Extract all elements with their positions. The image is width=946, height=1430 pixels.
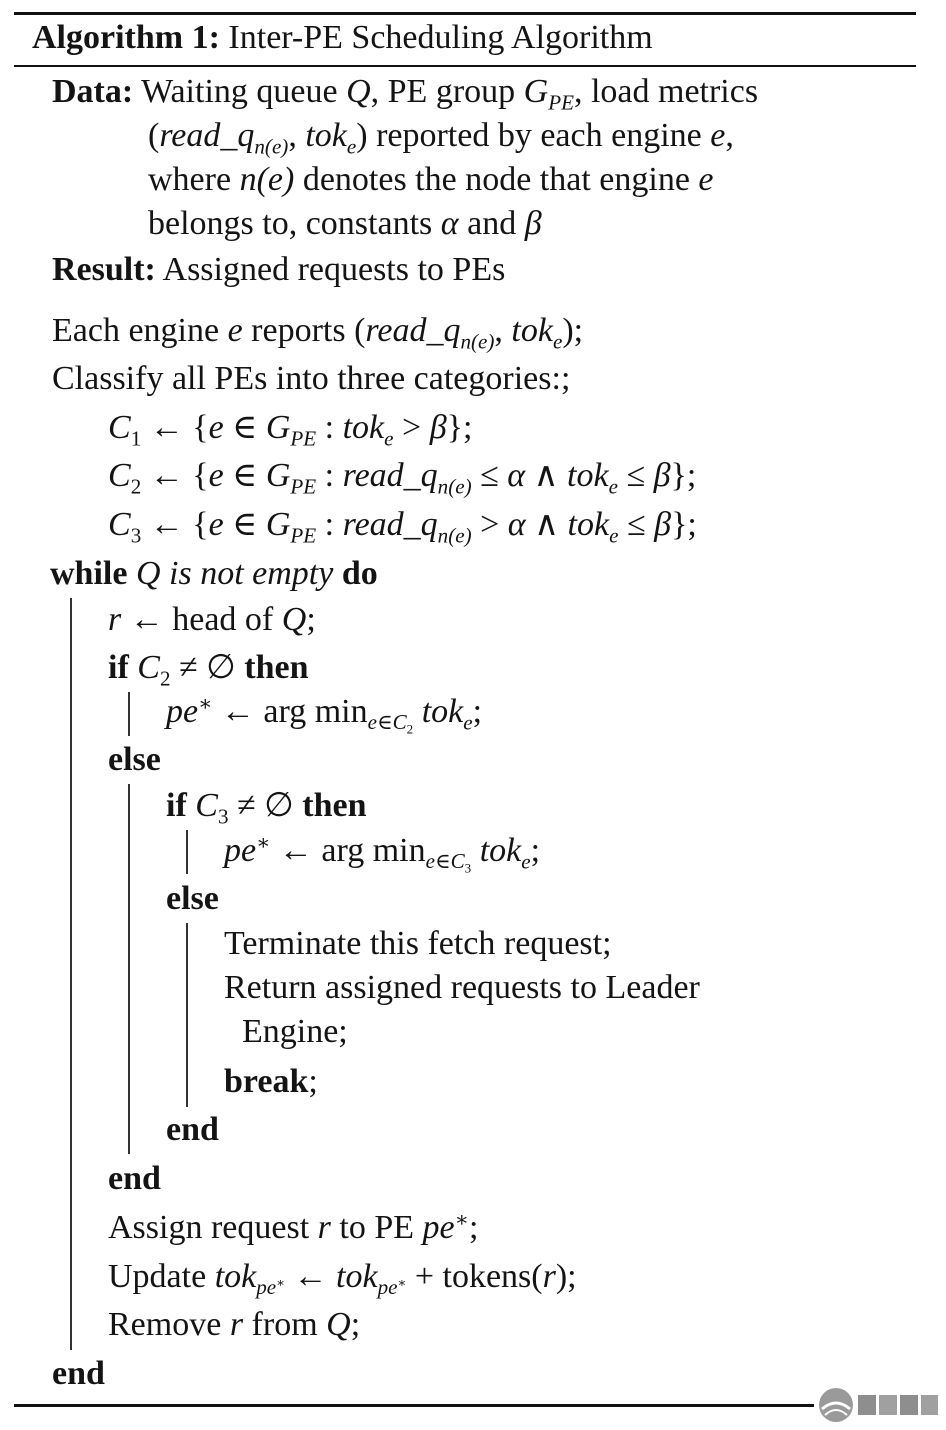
math-beta: β [429, 409, 447, 446]
terminate-line: Terminate this fetch request; [224, 925, 612, 962]
math-Q: Q [346, 73, 371, 110]
math-beta: β [653, 457, 671, 494]
algorithm-caption [32, 16, 653, 60]
else-scope-bar [128, 784, 130, 1154]
text: and [458, 205, 525, 242]
math-tok: tok [413, 693, 464, 730]
return-line-1: Return assigned requests to Leader [224, 969, 700, 1006]
text: ← [285, 1258, 337, 1295]
math-e: e [227, 312, 243, 349]
math-C: C [108, 457, 131, 494]
classify-line: Classify all PEs into three categories:; [52, 360, 571, 397]
report-line [52, 311, 584, 354]
break-line [224, 1062, 318, 1102]
math-C: C [108, 409, 131, 446]
text: belongs to, constants [148, 205, 441, 242]
break-keyword: break [224, 1063, 309, 1100]
text: ∈ [223, 457, 266, 494]
math-r: r [108, 601, 122, 638]
math-alpha: α [440, 205, 459, 242]
text: ← arg min [212, 693, 368, 730]
end-keyword: end [52, 1355, 105, 1392]
math-sub: e [552, 329, 563, 354]
math-sub: e [346, 134, 357, 159]
text: ) [356, 117, 368, 154]
math-sub [367, 710, 414, 737]
math-sub: 2 [406, 721, 414, 737]
end-while-line [52, 1354, 105, 1394]
math-Q: Q [326, 1306, 351, 1343]
math-sub: e [608, 474, 618, 499]
result-keyword: Result: [52, 251, 156, 288]
math-sub: PE [548, 90, 574, 115]
text: reports ( [242, 312, 366, 349]
while-line [50, 554, 378, 594]
else-keyword: else [108, 741, 161, 778]
text: ∧ [525, 506, 568, 543]
math-tok: tok [511, 312, 553, 349]
math-e: e [698, 161, 714, 198]
bottom-rule [14, 1404, 814, 1407]
math-G: G [265, 506, 291, 543]
math-sub: 2 [159, 666, 171, 691]
text: ; [472, 693, 483, 730]
end-keyword: end [166, 1111, 219, 1148]
text: + tokens( [406, 1258, 543, 1295]
text: ( [148, 117, 160, 154]
math-read-q: read_q [342, 457, 438, 494]
text: Each engine [52, 312, 228, 349]
math-beta: β [524, 205, 542, 242]
math-tok: tok [336, 1258, 378, 1295]
r-assign-line [108, 600, 316, 640]
text: }; [670, 457, 697, 494]
text: ); [562, 312, 584, 349]
then-keyword: then [244, 649, 309, 686]
text: ; [468, 1209, 479, 1246]
text: denotes the node that engine [294, 161, 699, 198]
update-line [108, 1257, 577, 1300]
math-beta: β [654, 506, 672, 543]
if-keyword: if [166, 787, 187, 824]
text: ← arg min [270, 832, 426, 869]
math-n-e: n(e) [239, 161, 295, 198]
text: : [316, 409, 343, 446]
text: ≤ [618, 506, 655, 543]
do-keyword: do [341, 555, 378, 592]
math-sub: 1 [130, 426, 142, 451]
math-tok: tok [567, 457, 609, 494]
else-line [108, 740, 161, 780]
math-Q: Q [127, 555, 161, 592]
math-sub: 3 [130, 523, 142, 548]
data-line-3 [148, 160, 714, 200]
math-tok: tok [214, 1258, 257, 1295]
math-sub: 2 [130, 474, 142, 499]
math-tok: tok [342, 409, 385, 446]
text: e∈C [367, 710, 407, 735]
math-e: e [208, 409, 224, 446]
result-text: Assigned requests to PEs [162, 251, 506, 288]
math-G: G [523, 73, 549, 110]
text: ; [530, 832, 541, 869]
algorithm-title: Inter-PE Scheduling Algorithm [228, 19, 653, 56]
math-r: r [542, 1258, 556, 1295]
remove-line [108, 1305, 360, 1345]
math-read-q: read_q [365, 312, 461, 349]
algorithm-label: Algorithm 1: [32, 19, 220, 56]
text: ← { [141, 457, 209, 494]
math-r: r [229, 1306, 244, 1343]
text: , PE group [370, 73, 524, 110]
text: where [148, 161, 240, 198]
math-alpha: α [507, 457, 526, 494]
text: ← head of [121, 601, 282, 638]
text: from [243, 1306, 327, 1343]
math-sub [256, 1275, 285, 1299]
math-pe: pe [422, 1209, 455, 1246]
math-C: C [108, 506, 131, 543]
text: Update [108, 1258, 215, 1295]
end-if-line [108, 1159, 161, 1199]
math-sub: e [463, 710, 473, 735]
math-sub [425, 849, 472, 876]
math-sup: ∗ [256, 830, 271, 855]
text: : [316, 457, 343, 494]
if-c2-scope-bar [128, 692, 130, 736]
math-r: r [317, 1209, 331, 1246]
math-sup: ∗ [397, 1275, 407, 1291]
text: , [725, 117, 734, 154]
math-read-q: read_q [159, 117, 255, 154]
math-read-q: read_q [342, 506, 438, 543]
then-keyword: then [302, 787, 367, 824]
text: ← { [141, 409, 209, 446]
math-sub: PE [290, 474, 317, 499]
pe-assign-c2-line [166, 691, 483, 737]
text: Remove [108, 1306, 230, 1343]
top-rule [14, 12, 916, 15]
while-keyword: while [50, 555, 128, 592]
math-pe: pe [166, 693, 199, 730]
math-G: G [265, 409, 291, 446]
inner-else-line [166, 879, 219, 919]
text: ∈ [223, 506, 266, 543]
text: ≤ [617, 457, 654, 494]
math-sub: n(e) [437, 474, 472, 499]
math-tok: tok [471, 832, 522, 869]
text: ∈ [223, 409, 266, 446]
caption-rule [14, 65, 916, 67]
math-sup: ∗ [454, 1207, 469, 1232]
math-sub: n(e) [460, 329, 495, 354]
if-c3-scope-bar [186, 830, 188, 874]
text: }; [446, 409, 473, 446]
text: e∈C [425, 849, 465, 874]
text: ∧ [525, 457, 568, 494]
math-sub: n(e) [437, 523, 472, 548]
math-sup: ∗ [276, 1275, 286, 1291]
math-sub: 3 [217, 804, 229, 829]
data-keyword: Data: [52, 73, 134, 110]
while-scope-bar [70, 598, 72, 1350]
if-c2-line [108, 648, 309, 691]
text: ; [308, 1063, 318, 1100]
text: }; [671, 506, 697, 543]
return-line-2: Engine; [242, 1013, 348, 1050]
if-c3-line [166, 786, 367, 829]
math-sub: e [384, 426, 394, 451]
text: > [393, 409, 430, 446]
end-inner-line [166, 1110, 219, 1150]
text: , [288, 117, 306, 154]
end-keyword: end [108, 1160, 161, 1197]
text: to PE [330, 1209, 423, 1246]
result-line [52, 250, 505, 290]
math-tok: tok [305, 117, 347, 154]
text: , load metrics [573, 73, 759, 110]
assign-line [108, 1208, 478, 1248]
watermark-logo-icon [816, 1385, 940, 1425]
math-Q: Q [281, 601, 307, 638]
text: > [471, 506, 508, 543]
c2-definition [108, 456, 697, 499]
math-C: C [186, 787, 218, 824]
math-sub [378, 1275, 407, 1299]
c3-definition [108, 505, 697, 548]
text: , [494, 312, 512, 349]
math-sub: n(e) [254, 134, 289, 159]
math-G: G [265, 457, 291, 494]
pe-assign-c3-line [224, 830, 541, 876]
math-e: e [208, 506, 224, 543]
text: reported by each engine [367, 117, 711, 154]
text: pe [256, 1275, 277, 1300]
while-condition: is not empty [160, 555, 342, 592]
text: Assign request [108, 1209, 318, 1246]
math-sup: ∗ [198, 691, 213, 716]
text: ; [306, 601, 316, 638]
data-line-2 [148, 116, 734, 159]
math-sub: PE [290, 426, 317, 451]
text: ; [350, 1306, 361, 1343]
math-tok: tok [567, 506, 610, 543]
text: ≤ [471, 457, 508, 494]
math-e: e [208, 457, 224, 494]
text: Waiting queue [141, 73, 347, 110]
data-line-1 [52, 72, 759, 115]
text: ≠ ∅ [170, 649, 245, 686]
data-line-4 [148, 204, 542, 244]
inner-else-scope-bar [186, 923, 188, 1107]
math-C: C [128, 649, 160, 686]
text: pe [377, 1275, 398, 1300]
text: ≠ ∅ [228, 787, 303, 824]
if-keyword: if [108, 649, 129, 686]
c1-definition [108, 408, 473, 451]
else-keyword: else [166, 880, 219, 917]
math-sub: 3 [464, 860, 472, 876]
text: : [316, 506, 343, 543]
text: ← { [141, 506, 209, 543]
math-sub: e [521, 849, 531, 874]
math-sub: e [609, 523, 619, 548]
math-e: e [710, 117, 726, 154]
math-sub: PE [290, 523, 317, 548]
math-pe: pe [224, 832, 257, 869]
text: ); [555, 1258, 577, 1295]
math-alpha: α [507, 506, 526, 543]
